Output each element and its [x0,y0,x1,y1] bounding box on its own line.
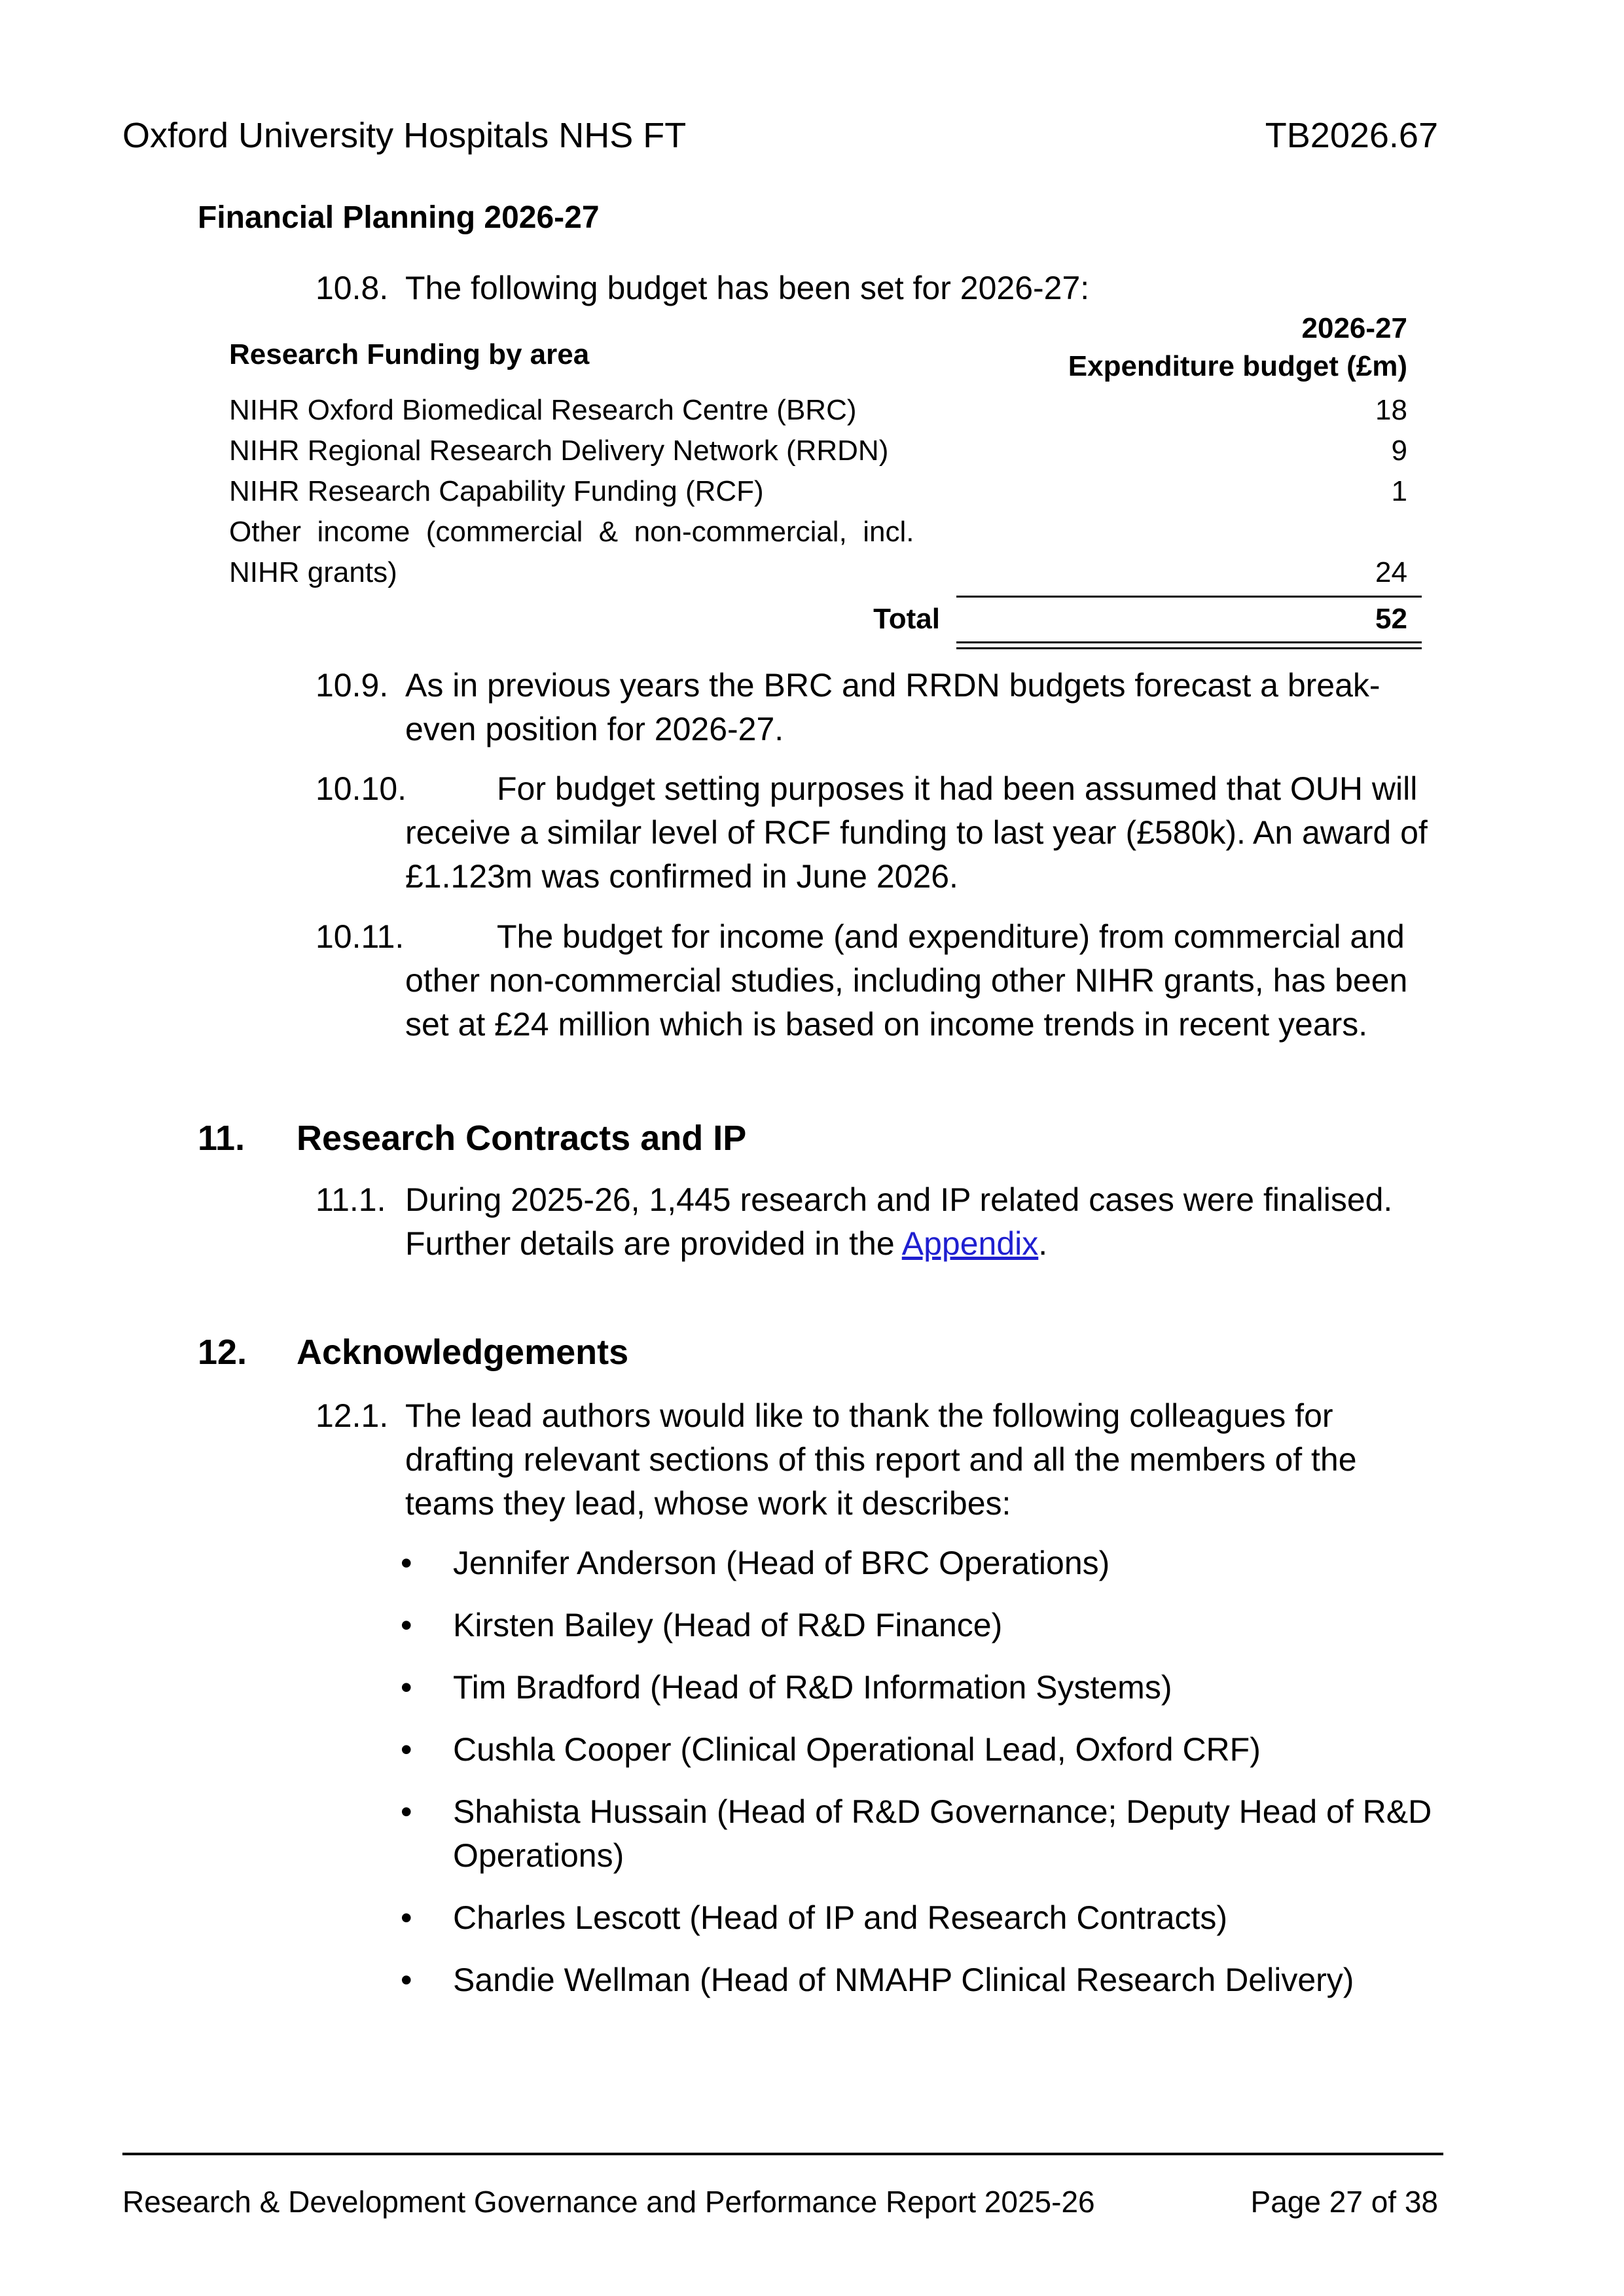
table-row-area: NIHR Regional Research Delivery Network (RRDN) [229,435,889,467]
bullet-icon: • [401,1899,412,1936]
header-reference: TB2026.67 [1265,116,1438,155]
bullet-icon: • [401,1793,412,1830]
table-row-value: 1 [1391,475,1407,507]
bullet-icon: • [401,1545,412,1581]
table-row-value: 9 [1391,435,1407,467]
bullet-icon: • [401,1607,412,1643]
paragraph-line: The budget for income (and expenditure) from commercial and [497,918,1405,955]
paragraph-line: £1.123m was confirmed in June 2026. [405,858,958,895]
link-lead-text: Further details are provided in the [405,1225,902,1262]
paragraph-line: During 2025-26, 1,445 research and IP related cases were finalised. [405,1181,1393,1218]
footer-rule [122,2153,1443,2155]
table-row-value: 24 [1375,556,1407,588]
table-row-area: NIHR Research Capability Funding (RCF) [229,475,764,507]
section-title: Financial Planning 2026-27 [198,200,600,235]
paragraph-line: receive a similar level of RCF funding to last year (£580k). An award of [405,814,1428,851]
paragraph-line: drafting relevant sections of this report and all the members of the [405,1441,1357,1478]
paragraph-line: other non-commercial studies, including other NIHR grants, has been [405,962,1408,999]
link-trailing-text: . [1038,1225,1048,1262]
table-row-value: 18 [1375,394,1407,426]
table-row-area: NIHR Oxford Biomedical Research Centre (BRC) [229,394,857,426]
paragraph-line: As in previous years the BRC and RRDN budgets forecast a break- [405,667,1380,704]
paragraph-line [405,1222,1459,1266]
paragraph-number: 11.1. [316,1181,386,1218]
table-header-area: Research Funding by area [229,338,590,370]
paragraph-line: The lead authors would like to thank the following colleagues for [405,1397,1333,1434]
bullet-icon: • [401,1731,412,1768]
budget-table [229,308,1422,648]
table-rule-double-2 [956,647,1422,649]
paragraph-line: even position for 2026-27. [405,711,784,747]
table-total-label: Total [873,603,940,635]
section-heading: Research Contracts and IP [297,1119,747,1158]
paragraph-line: set at £24 million which is based on income trends in recent years. [405,1006,1368,1043]
section-number: 12. [198,1333,247,1372]
bullet-icon: • [401,1962,412,1998]
paragraph-10-8 [316,266,1441,310]
appendix-link[interactable]: Appendix [901,1225,1039,1262]
table-header-budget: Expenditure budget (£m) [1068,350,1407,382]
acknowledgement-list: • Jennifer Anderson (Head of BRC Operations) • Kirsten Bailey (Head of R&D Finance) • Tim Bradford (Head of R&D Information Systems) • Cushla Cooper (Clinical Operational Lead, Oxford CRF) • Shahista Hussain (Head of R&D Governance; Deputy Head of R&D Operations) • Charles Lescott (Head of IP and Research Contracts) • Sandie Wellman (Head of NMAHP Clinical Research Delivery) [401,1541,1448,2013]
section-number: 11. [198,1119,245,1158]
paragraph-11-1 [316,1178,1454,1266]
paragraph-10-9 [316,664,1441,751]
table-total-value: 52 [1375,603,1407,635]
table-row-area: Other income (commercial & non-commercial, incl. [229,516,914,548]
paragraph-line: For budget setting purposes it had been assumed that OUH will [497,770,1418,807]
paragraph-10-11 [316,915,1454,1047]
section-heading: Acknowledgements [297,1333,629,1372]
paragraph-12-1 [316,1394,1454,1526]
paragraph-number: 10.11. [316,918,405,955]
footer-report-title: Research & Development Governance and Performance Report 2025-26 [122,2185,1095,2219]
footer-page-number: Page 27 of 38 [1250,2185,1438,2219]
paragraph-number: 10.10. [316,770,407,807]
table-header-year: 2026-27 [1301,312,1407,344]
paragraph-number: 12.1. [316,1397,389,1434]
paragraph-10-10 [316,767,1454,899]
table-rule-double-1 [956,641,1422,643]
paragraph-line: teams they lead, whose work it describes: [405,1485,1011,1522]
paragraph-number: 10.9. [316,667,389,704]
table-rule-top [956,596,1422,598]
bullet-icon: • [401,1669,412,1706]
table-row-area-continued: NIHR grants) [229,556,397,588]
paragraph-text: The following budget has been set for 2026-27: [405,270,1090,306]
paragraph-number: 10.8. [316,270,389,306]
header-organisation: Oxford University Hospitals NHS FT [122,116,687,155]
